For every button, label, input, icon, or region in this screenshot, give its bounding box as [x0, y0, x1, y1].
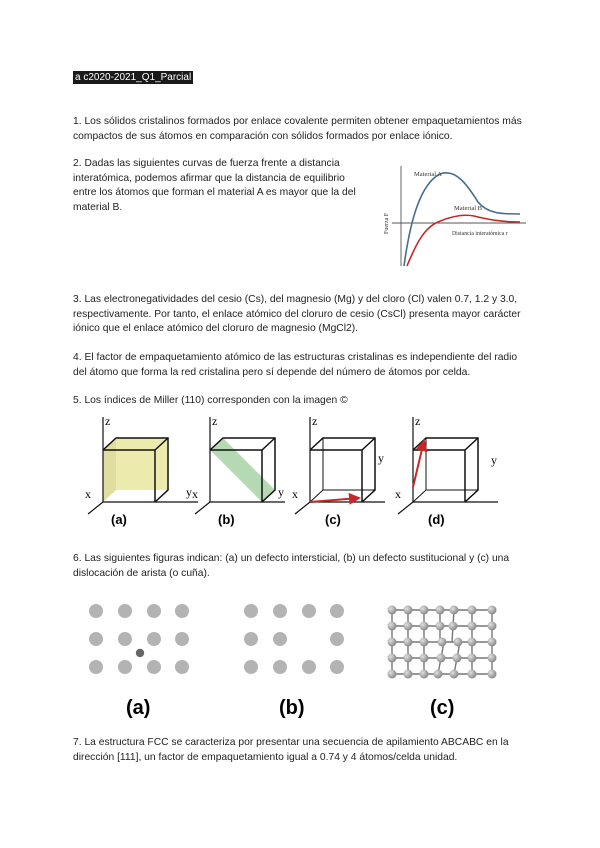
- axis-z-a: z: [105, 414, 111, 428]
- defect-label-b: (b): [279, 697, 305, 719]
- defect-vacancy-lattice: [244, 604, 344, 674]
- question-2: 2. Dadas las siguientes curvas de fuerza frente a distancia interatómica, podemos afirmar que la distancia de equilibrio entre los átomos que forman el material A es mayor que la del material B.: [73, 158, 356, 213]
- miller-cube-a: [85, 414, 198, 527]
- defect-label-a: (a): [126, 697, 151, 719]
- axis-z-c: z: [312, 414, 318, 428]
- axis-z-d: z: [415, 414, 421, 428]
- axis-y-a: y: [186, 485, 192, 499]
- axis-y-d: y: [491, 453, 497, 467]
- interstitial-atom: [136, 649, 144, 657]
- defect-figures: [82, 596, 522, 724]
- question-5: 5. Los índices de Miller (110) corresponden con la imagen ©: [73, 395, 348, 406]
- axis-z-b: z: [212, 414, 218, 428]
- force-distance-chart: [370, 162, 530, 272]
- label-material-b: Material B: [454, 205, 482, 212]
- axis-x-a: x: [85, 487, 91, 501]
- axis-y-b: y: [278, 485, 284, 499]
- question-7: 7. La estructura FCC se caracteriza por presentar una secuencia de apilamiento ABCABC en la dirección [111], un factor de empaquetamiento igual a 0.74 y 4 átomos/celda unidad.: [73, 737, 509, 763]
- fig-label-d: (d): [428, 512, 445, 527]
- direction-arrow-c: [310, 498, 359, 502]
- y-axis-label: Fuerza F: [384, 212, 390, 234]
- fig-label-a: (a): [111, 512, 127, 527]
- defect-interstitial-lattice: [89, 604, 189, 674]
- defect-dislocation-lattice: [388, 606, 497, 679]
- miller-cube-c: [292, 414, 385, 527]
- question-3: 3. Las electronegatividades del cesio (Cs), del magnesio (Mg) y del cloro (Cl) valen 0.7, 1.2 y 3.0, respectivamente. Por tanto, el enlace atómico del cloruro de cesio (CsCl) presenta mayor carácter iónico que el enlace atómico del cloruro de magnesio (MgCl2).: [73, 294, 521, 334]
- axis-x-b: x: [192, 487, 198, 501]
- fig-label-c: (c): [325, 512, 341, 527]
- x-axis-label: Distancia interatómica r: [452, 231, 508, 237]
- miller-cube-b: [192, 414, 285, 527]
- axis-x-d: x: [395, 487, 401, 501]
- fig-label-b: (b): [218, 512, 235, 527]
- defect-label-c: (c): [430, 697, 455, 719]
- document-tag: a c2020-2021_Q1_Parcial: [75, 72, 192, 83]
- question-6: 6. Las siguientes figuras indican: (a) un defecto intersticial, (b) un defecto sustitucional y (c) una dislocación de arista (o cuña).: [73, 553, 510, 579]
- miller-index-figures: [78, 412, 508, 530]
- miller-cube-d: [395, 414, 498, 527]
- axis-y-c: y: [378, 451, 384, 465]
- label-material-a: Material A: [414, 171, 442, 178]
- curve-material-a: [404, 173, 520, 266]
- question-1: 1. Los sólidos cristalinos formados por enlace covalente permiten obtener empaquetamientos más compactos de sus átomos en comparación con sólidos formados por enlace iónico.: [73, 116, 522, 142]
- question-4: 4. El factor de empaquetamiento atómico de las estructuras cristalinas es independiente del radio del átomo que forma la red cristalina pero sí depende del número de átomos por celda.: [73, 352, 518, 378]
- axis-x-c: x: [292, 487, 298, 501]
